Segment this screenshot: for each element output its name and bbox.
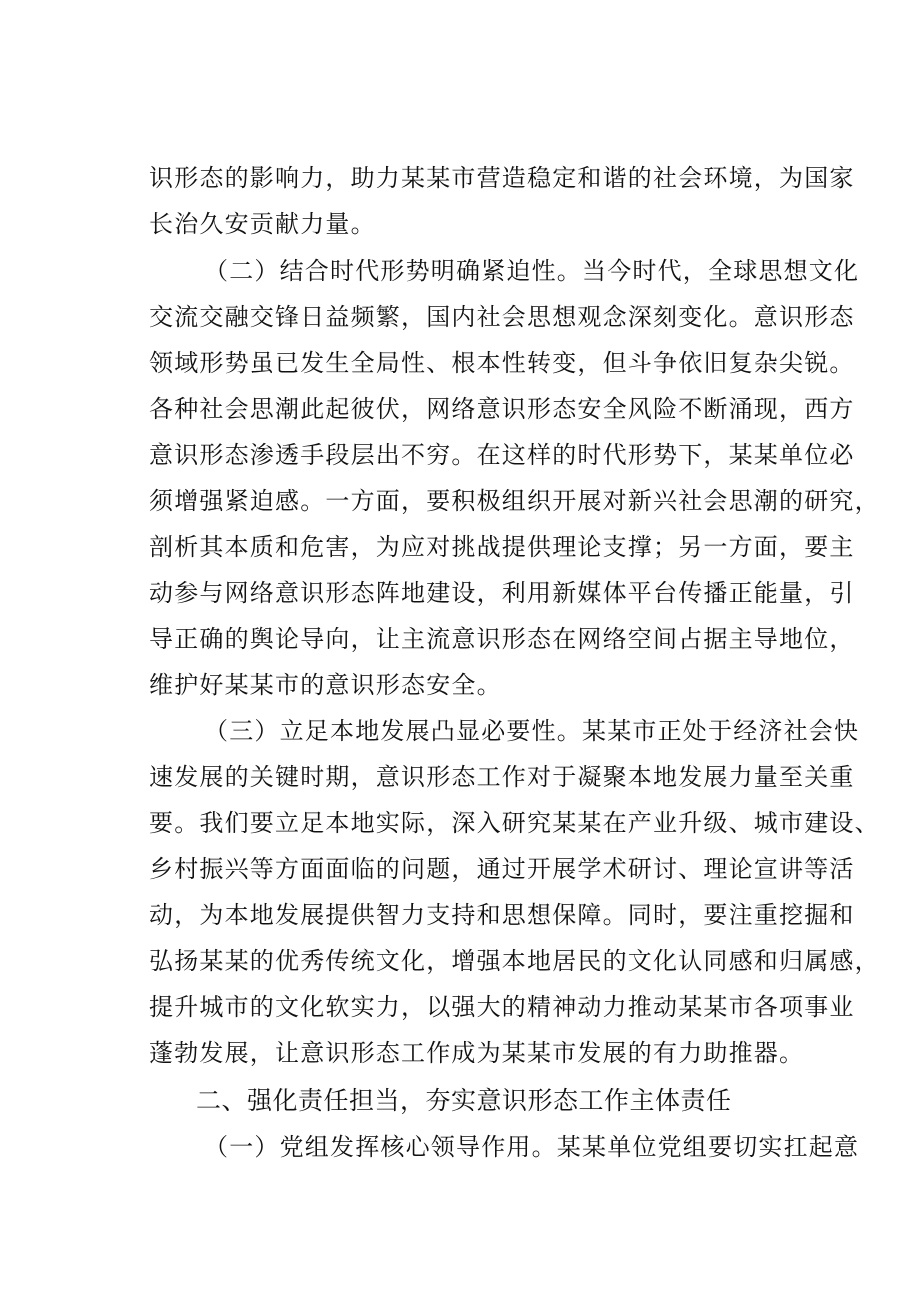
paragraph-2-start: （二）结合时代形势明确紧迫性。当今时代，全球思想文化 (204, 257, 860, 285)
body-text-line: 弘扬某某的优秀传统文化，增强本地居民的文化认同感和归属感， (149, 947, 880, 975)
body-text-line: 速发展的关键时期，意识形态工作对于凝聚本地发展力量至关重 (149, 763, 855, 791)
body-text-line: 导正确的舆论导向，让主流意识形态在网络空间占据主导地位， (149, 625, 855, 653)
body-text-line: 维护好某某市的意识形态安全。 (149, 671, 502, 699)
body-text-line: 领域形势虽已发生全局性、根本性转变，但斗争依旧复杂尖锐。 (149, 349, 855, 377)
body-text-line: 意识形态渗透手段层出不穷。在这样的时代形势下，某某单位必 (149, 441, 855, 469)
body-text-line: 乡村振兴等方面面临的问题，通过开展学术研讨、理论宣讲等活 (149, 855, 855, 883)
paragraph-3-start: （三）立足本地发展凸显必要性。某某市正处于经济社会快 (204, 717, 860, 745)
body-text-line: 识形态的影响力，助力某某市营造稳定和谐的社会环境，为国家 (149, 164, 855, 192)
body-text-line: 动参与网络意识形态阵地建设，利用新媒体平台传播正能量，引 (149, 579, 855, 607)
body-text-line: 蓬勃发展，让意识形态工作成为某某市发展的有力助推器。 (149, 1039, 805, 1067)
paragraph-4-start: （一）党组发挥核心领导作用。某某单位党组要切实扛起意 (204, 1133, 860, 1161)
section-heading: 二、强化责任担当，夯实意识形态工作主体责任 (196, 1086, 732, 1115)
body-text-line: 提升城市的文化软实力，以强大的精神动力推动某某市各项事业 (149, 993, 855, 1021)
body-text-line: 各种社会思潮此起彼伏，网络意识形态安全风险不断涌现，西方 (149, 395, 855, 423)
body-text-line: 须增强紧迫感。一方面，要积极组织开展对新兴社会思潮的研究， (149, 487, 880, 515)
body-text-line: 动，为本地发展提供智力支持和思想保障。同时，要注重挖掘和 (149, 901, 855, 929)
body-text-line: 长治久安贡献力量。 (149, 210, 376, 238)
body-text-line: 交流交融交锋日益频繁，国内社会思想观念深刻变化。意识形态 (149, 303, 855, 331)
body-text-line: 要。我们要立足本地实际，深入研究某某在产业升级、城市建设、 (149, 809, 880, 837)
body-text-line: 剖析其本质和危害，为应对挑战提供理论支撑；另一方面，要主 (149, 533, 855, 561)
